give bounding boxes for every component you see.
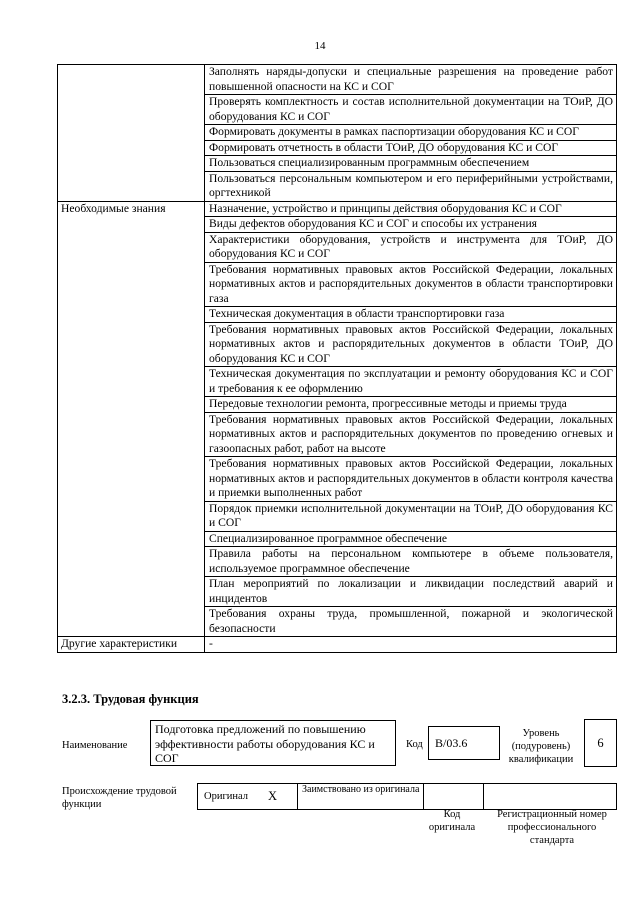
row-text: Пользоваться специализированным программным обеспечением [205, 156, 617, 172]
table-row [58, 201, 617, 217]
origin-label: Происхождение трудовой функции [62, 786, 177, 810]
row-text: Требования охраны труда, промышленной, пожарной и экологической безопасности [205, 607, 617, 637]
row-text: Виды дефектов оборудования КС и СОГ и способы их устранения [205, 217, 617, 233]
row-text: Техническая документация в области транспортировки газа [205, 307, 617, 323]
row-label: Необходимые знания [58, 201, 205, 637]
origin-divider-3 [483, 784, 484, 809]
function-name-box [150, 720, 396, 766]
row-text: Требования нормативных правовых актов Российской Федерации, локальных нормативных актов и распорядительных документов в области ТОиР, ДО оборудования КС и СОГ [205, 322, 617, 367]
origin-divider-1 [297, 784, 298, 809]
row-text: Требования нормативных правовых актов Российской Федерации, локальных нормативных актов и распорядительных документов по проведению огневых и газоопасных работ, работ на высоте [205, 412, 617, 457]
row-text: Техническая документация по эксплуатации и ремонту оборудования КС и СОГ и требования к ее оформлению [205, 367, 617, 397]
reg-number-label: Регистрационный номер профессионального стандарта [497, 809, 607, 846]
original-code-label: Код оригинала [428, 809, 476, 833]
section-title: 3.2.3. Трудовая функция [62, 692, 199, 706]
row-text: Передовые технологии ремонта, прогрессивные методы и приемы труда [205, 397, 617, 413]
row-label [58, 65, 205, 202]
row-label: Другие характеристики [58, 637, 205, 653]
level-box [584, 719, 617, 767]
level-value: 6 [597, 736, 604, 750]
table-row [58, 637, 617, 653]
row-text: Формировать документы в рамках паспортизации оборудования КС и СОГ [205, 125, 617, 141]
original-mark: X [268, 789, 278, 803]
code-label: Код [406, 739, 423, 750]
code-box [428, 726, 500, 760]
row-text: Специализированное программное обеспечение [205, 531, 617, 547]
row-text: Проверять комплектность и состав исполнительной документации на ТОиР, ДО оборудования КС и СОГ [205, 95, 617, 125]
row-text: Характеристики оборудования, устройств и инструмента для ТОиР, ДО оборудования КС и СОГ [205, 232, 617, 262]
page-number: 14 [314, 40, 326, 52]
row-text: Правила работы на персональном компьютере в объеме пользователя, используемое программное обеспечение [205, 547, 617, 577]
table-row [58, 65, 617, 95]
function-name-value: Подготовка предложений по повышению эффективности работы оборудования КС и СОГ [155, 722, 375, 765]
row-text: Требования нормативных правовых актов Российской Федерации, локальных нормативных актов и распорядительных документов в области транспортировки газа [205, 262, 617, 307]
requirements-table [57, 64, 617, 653]
row-text: Формировать отчетность в области ТОиР, ДО оборудования КС и СОГ [205, 140, 617, 156]
name-label: Наименование [62, 740, 128, 751]
borrowed-label: Заимствовано из оригинала [302, 784, 420, 795]
level-label: Уровень (подуровень) квалификации [508, 728, 574, 765]
row-text: Требования нормативных правовых актов Российской Федерации, локальных нормативных актов и распорядительных документов в области контроля качества и приемки выполненных работ [205, 457, 617, 502]
row-text: План мероприятий по локализации и ликвидации последствий аварий и инцидентов [205, 577, 617, 607]
row-text: Порядок приемки исполнительной документации на ТОиР, ДО оборудования КС и СОГ [205, 501, 617, 531]
code-value: B/03.6 [435, 736, 468, 750]
row-text: Пользоваться персональным компьютером и его периферийными устройствами, оргтехникой [205, 171, 617, 201]
row-text: - [205, 637, 617, 653]
origin-table [197, 783, 617, 810]
row-text: Назначение, устройство и принципы действия оборудования КС и СОГ [205, 201, 617, 217]
original-label: Оригинал [204, 791, 248, 802]
origin-divider-2 [423, 784, 424, 809]
row-text: Заполнять наряды-допуски и специальные разрешения на проведение работ повышенной опасности на КС и СОГ [205, 65, 617, 95]
